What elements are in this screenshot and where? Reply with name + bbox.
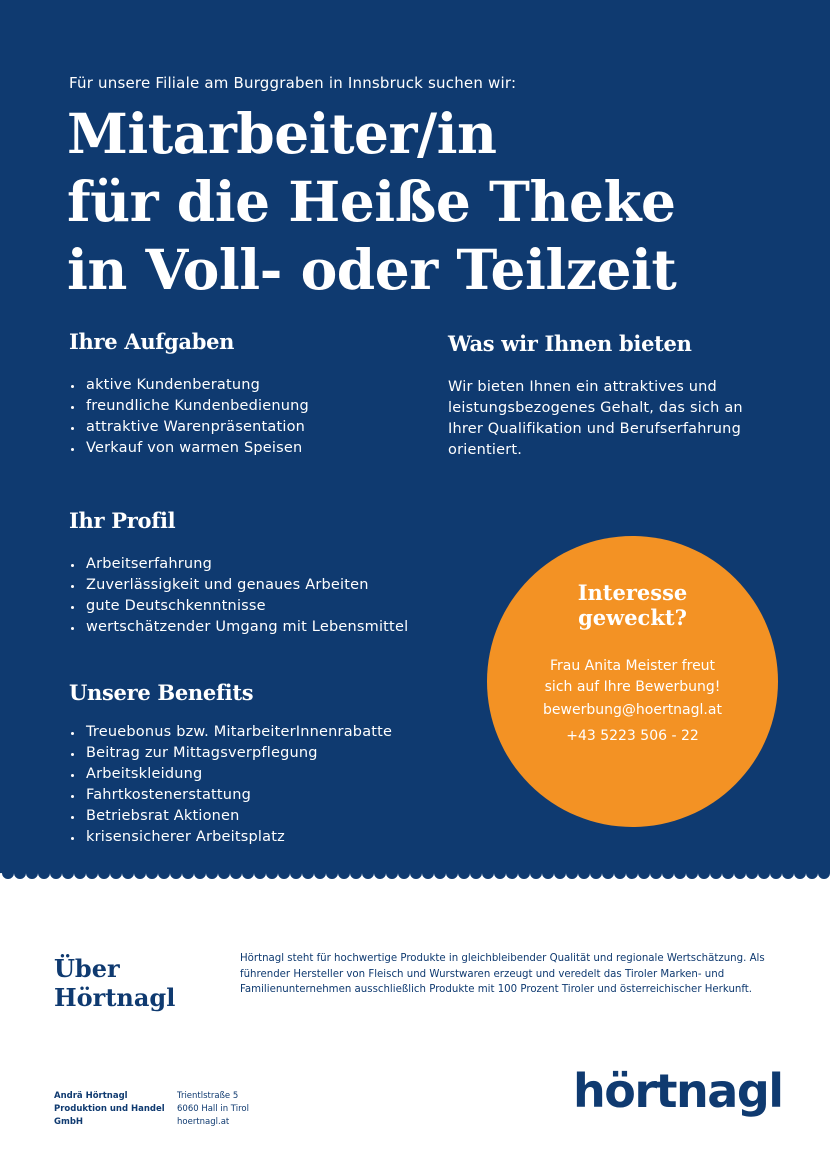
about-title (54, 954, 175, 1012)
headline-line: in Voll- oder Teilzeit (67, 237, 677, 302)
list-item: freundliche Kundenbedienung (69, 396, 309, 417)
about-text: Hörtnagl steht für hochwertige Produkte in gleichbleibender Qualität und regionale Wertschätzung. Als führender Hersteller von Fleisch und Wurstwaren erzeugt und veredelt das Tiroler Marken- und Familienunternehmen ausschließlich Produkte mit 100 Prozent Tiroler und österreichischer Herkunft. (240, 953, 765, 995)
offer-title: Was wir Ihnen bieten (448, 331, 692, 356)
tasks-list (69, 375, 309, 459)
contact-title-line: geweckt? (578, 605, 687, 630)
benefits-list (69, 722, 392, 848)
list-item: Treuebonus bzw. MitarbeiterInnenrabatte (69, 722, 392, 743)
contact-email-link[interactable]: bewerbung@hoertnagl.at (543, 702, 722, 718)
list-item: Zuverlässigkeit und genaues Arbeiten (69, 575, 408, 596)
list-item: Arbeitserfahrung (69, 554, 408, 575)
website-link[interactable]: hoertnagl.at (177, 1117, 230, 1127)
contact-title-line: Interesse (577, 580, 688, 605)
offer-text: Wir bieten Ihnen ein attraktives und leistungsbezogenes Gehalt, das sich an Ihrer Qualifikation und Berufserfahrung orientiert. (448, 379, 743, 458)
list-item: wertschätzender Umgang mit Lebensmittel (69, 617, 408, 638)
tasks-title: Ihre Aufgaben (69, 329, 235, 354)
job-headline (67, 100, 807, 304)
contact-phone-link[interactable]: +43 5223 506 - 22 (566, 728, 699, 744)
contact-person-text (487, 656, 778, 698)
scalloped-edge (0, 868, 830, 886)
company-line: Produktion und Handel (54, 1104, 165, 1114)
intro-text: Für unsere Filiale am Burggraben in Innsbruck suchen wir: (69, 74, 517, 92)
list-item: Verkauf von warmen Speisen (69, 438, 309, 459)
list-item: Fahrtkostenerstattung (69, 785, 392, 806)
headline-line: Mitarbeiter/in (67, 101, 497, 166)
profile-list (69, 554, 408, 638)
company-line: GmbH (54, 1117, 84, 1127)
benefits-title: Unsere Benefits (69, 680, 254, 705)
profile-title: Ihr Profil (69, 508, 176, 533)
list-item: Beitrag zur Mittagsverpflegung (69, 743, 392, 764)
contact-circle (487, 536, 778, 827)
list-item: Arbeitskleidung (69, 764, 392, 785)
company-line: Andrä Hörtnagl (54, 1091, 128, 1101)
list-item: krisensicherer Arbeitsplatz (69, 827, 392, 848)
about-title-line: Hörtnagl (54, 983, 176, 1012)
hoertnagl-logo: hörtnagl (573, 1064, 783, 1118)
about-title-line: Über (54, 954, 120, 983)
contact-text-line: Frau Anita Meister freut (549, 658, 716, 674)
list-item: Betriebsrat Aktionen (69, 806, 392, 827)
scallop-shape (0, 868, 830, 879)
headline-line: für die Heiße Theke (67, 169, 676, 234)
list-item: gute Deutschkenntnisse (69, 596, 408, 617)
company-name (54, 1090, 165, 1129)
contact-title (487, 580, 778, 630)
address-line: 6060 Hall in Tirol (177, 1104, 249, 1114)
company-address (177, 1090, 249, 1129)
contact-text-line: sich auf Ihre Bewerbung! (544, 679, 721, 695)
list-item: aktive Kundenberatung (69, 375, 309, 396)
list-item: attraktive Warenpräsentation (69, 417, 309, 438)
address-line: Trientlstraße 5 (177, 1091, 239, 1101)
